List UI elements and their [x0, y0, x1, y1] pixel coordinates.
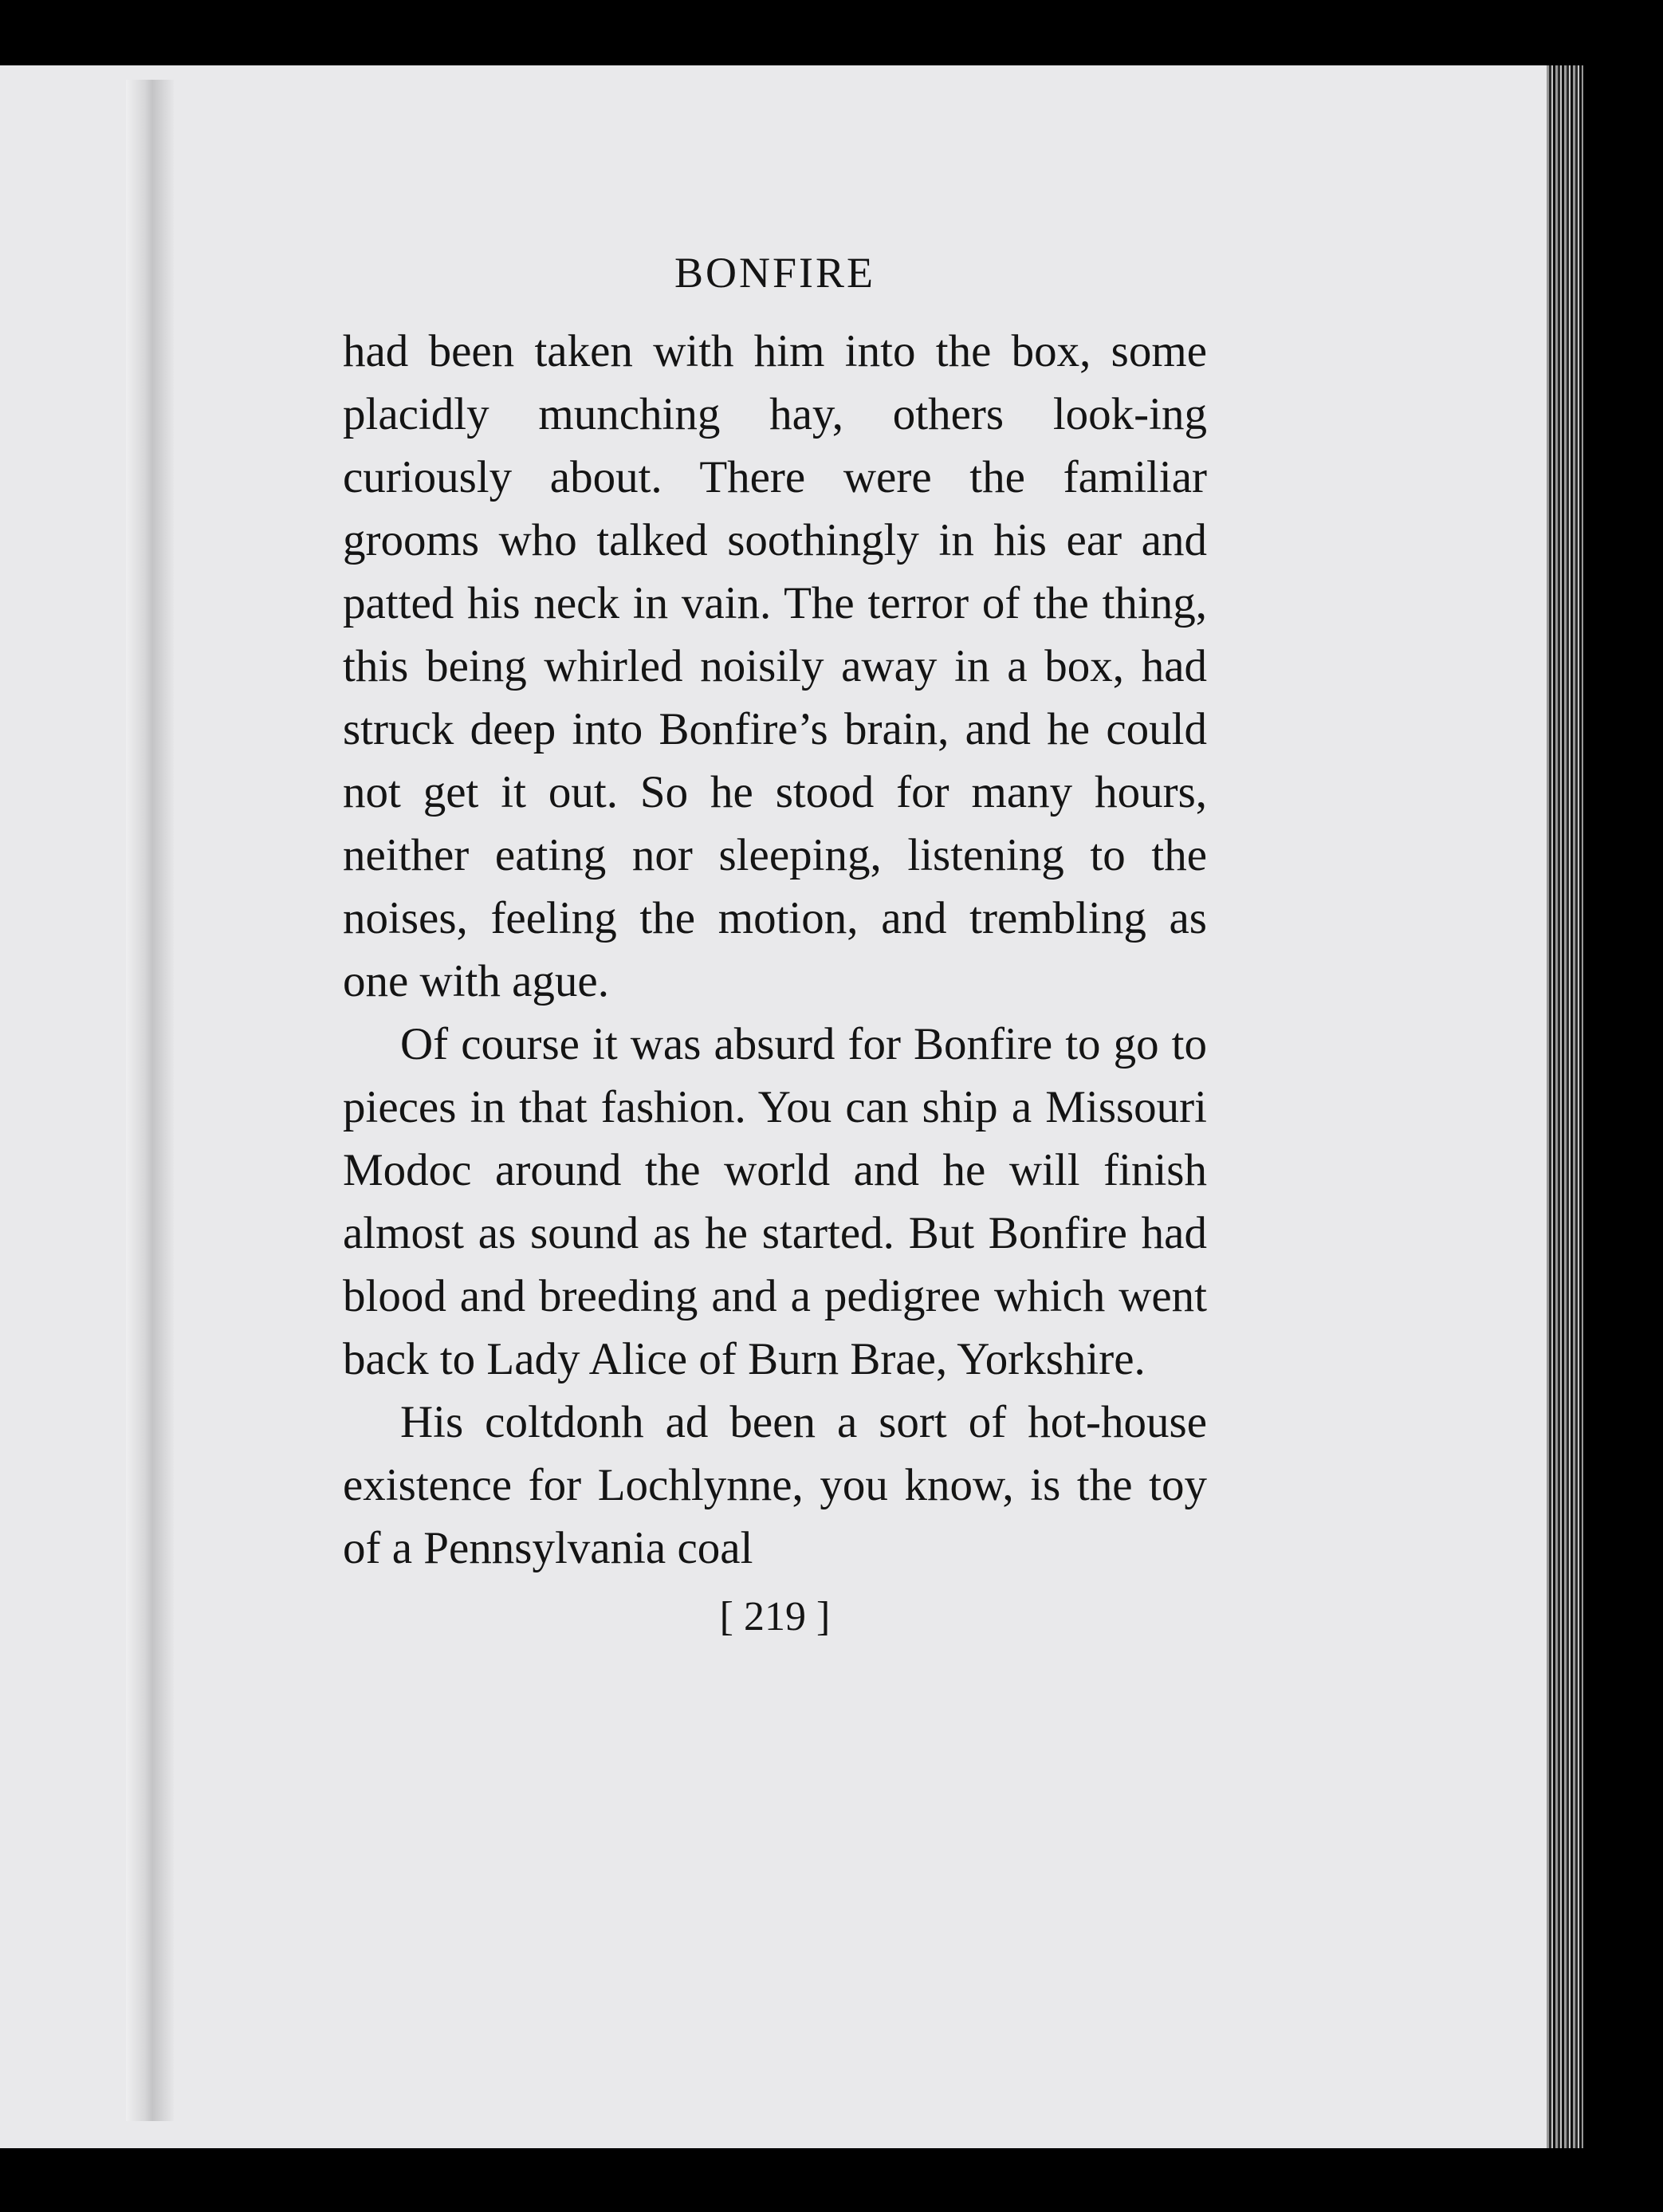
page-fore-edge	[1547, 65, 1583, 2148]
text-block	[343, 247, 1207, 1642]
paragraph-1: had been taken with him into the box, some placidly munching hay, others look-ing curiously about. There were the familiar grooms who talked soothingly in his ear and patted his neck in vain. The terror of the thing, this being whirled noisily away in a box, had struck deep into Bonfire’s brain, and he could not get it out. So he stood for many hours, neither eating nor sleeping, listening to the noises, feeling the motion, and trembling as one with ague.	[343, 325, 1207, 1006]
page-gutter	[126, 80, 174, 2121]
running-head: BONFIRE	[674, 249, 876, 297]
paragraph-3: His coltdonh ad been a sort of hot-house existence for Lochlynne, you know, is the toy of a Pennsylvania coal	[343, 1396, 1207, 1573]
page-number: [ 219 ]	[719, 1593, 831, 1639]
paragraph-2: Of course it was absurd for Bonfire to go to pieces in that fashion. You can ship a Missouri Modoc around the world and he will finish almost as sound as he started. But Bonfire had blood and breeding and a pedigree which went back to Lady Alice of Burn Brae, Yorkshire.	[343, 1018, 1207, 1384]
